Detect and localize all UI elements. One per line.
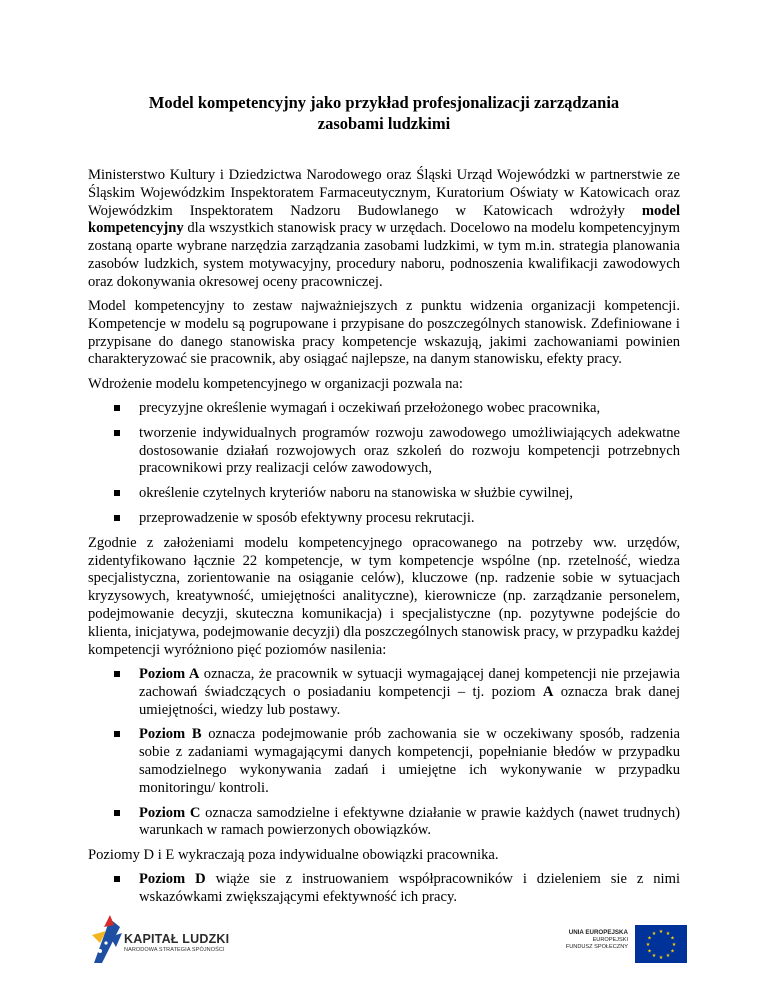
levels-list <box>88 666 680 840</box>
list-item-text: precyzyjne określenie wymagań i oczekiwań przełożonego wobec pracownika, <box>139 400 601 417</box>
svg-text:★: ★ <box>658 955 664 961</box>
svg-text:★: ★ <box>647 935 652 942</box>
level-item <box>88 805 680 841</box>
bullet-icon <box>114 671 120 677</box>
eu-line-1: UNIA EUROPEJSKA <box>568 929 628 936</box>
de-intro: Poziomy D i E wykraczają poza indywidualne obowiązki pracownika. <box>88 847 499 864</box>
level-item <box>88 726 680 797</box>
svg-text:★: ★ <box>651 953 657 959</box>
bullet-icon <box>114 405 120 411</box>
level-bold: A <box>542 683 554 700</box>
svg-text:★: ★ <box>651 931 657 937</box>
intro-paragraph <box>88 167 680 292</box>
document-body <box>88 167 680 907</box>
eu-logo <box>560 925 690 967</box>
intro-bold-term: model kompetencyjny <box>88 202 680 237</box>
svg-text:★: ★ <box>658 929 664 935</box>
intro-text-1: Ministerstwo Kultury i Dziedzictwa Narodowego oraz Śląski Urząd Wojewódzki w partnerstwie ze Śląskim Wojewódzkim Inspektoratem Farmaceutycznym, Kuratorium Oświaty w Katowicach oraz Wojewódzkim Inspektoratem Nadzoru Budowlanego w Katowicach wdrożyły <box>88 167 680 219</box>
level-text: oznacza samodzielne i efektywne działanie w prawie każdych (nawet trudnych) warunkach w ramach powierzonych obowiązków. <box>139 804 680 839</box>
level-label: Poziom D <box>139 871 206 888</box>
document-page <box>88 0 680 914</box>
eu-flag-icon <box>635 925 687 963</box>
level-text: oznacza, że pracownik w sytuacji wymagającej danej kompetencji nie przejawia zachowań świadczących o posiadaniu kompetencji – tj. poziom <box>139 665 680 700</box>
eu-line-2: EUROPEJSKI <box>592 936 628 943</box>
intro-text-2: dla wszystkich stanowisk pracy w urzędach. Docelowo na modelu kompetencyjnym zostaną oparte wybrane narzędzia zarządzania zasobami ludzkimi, w tym m.in. strategia planowania zasobów ludzkich, system motywacyjny, procedury naboru, podnoszenia kwalifikacji zawodowych oraz dokonywania okresowej oceny pracowniczej. <box>88 220 680 290</box>
svg-text:★: ★ <box>665 931 671 937</box>
bullet-icon <box>114 731 120 737</box>
bullet-icon <box>114 876 120 882</box>
level-label: Poziom B <box>139 726 202 743</box>
kapital-ludzki-icon <box>90 913 124 965</box>
kapital-ludzki-text <box>124 933 229 954</box>
list-item-text: tworzenie indywidualnych programów rozwoju zawodowego umożliwiających adekwatne dostosowanie działań rozwojowych oraz szkoleń do rozwoju kompetencji potrzebnych pracownikowi przy realizacji celów zawodowych, <box>139 424 680 477</box>
level-text: wiąże sie z instruowaniem współpracowników i dzieleniem sie z nimi wskazówkami zwiększającymi efektywność ich pracy. <box>139 871 680 906</box>
level-text: oznacza podejmowanie prób zachowania sie w oczekiwany sposób, radzenia sobie z zadaniami wymagającymi danych kompetencji, popełnianie błedów w przypadku samodzielnego wykonywania zadań i umiejętne ich wykonywanie w przypadku monitoringu/ kontroli. <box>139 726 680 796</box>
document-title <box>88 92 680 134</box>
list-item <box>88 510 680 528</box>
eu-text <box>560 929 628 952</box>
eu-line-3: FUNDUSZ SPOŁECZNY <box>565 944 628 950</box>
level-item <box>88 666 680 719</box>
list-item-text: przeprowadzenie w sposób efektywny procesu rekrutacji. <box>139 510 475 527</box>
svg-text:★: ★ <box>670 948 675 955</box>
bullet-icon <box>114 430 120 436</box>
level-d-list <box>88 871 680 907</box>
list-item-text: określenie czytelnych kryteriów naboru na stanowiska w służbie cywilnej, <box>139 485 574 502</box>
definition-paragraph: Model kompetencyjny to zestaw najważniejszych z punktu widzenia organizacji kompetencji. Kompetencje w modelu są pogrupowane i przypisane do poszczególnych stanowisk. Zdefiniowane i przypisane do danego stanowiska pracy kompetencje wskazują, jakimi zachowaniami powinien charakteryzować sie pracownik, aby osiągać najlepsze, na danym stanowisku, efekty pracy. <box>88 298 680 368</box>
level-text-2: oznacza brak danej umiejętności, wiedzy lub postawy. <box>139 683 681 718</box>
level-label: Poziom C <box>139 804 201 821</box>
bullet-icon <box>114 810 120 816</box>
level-label: Poziom A <box>139 665 200 682</box>
title-line-1: Model kompetencyjny jako przykład profesjonalizacji zarządzania <box>148 93 620 112</box>
list-item <box>88 485 680 503</box>
benefits-intro: Wdrożenie modelu kompetencyjnego w organizacji pozwala na: <box>88 375 463 392</box>
bullet-icon <box>114 490 120 496</box>
svg-text:★: ★ <box>645 942 651 948</box>
svg-text:★: ★ <box>671 942 677 948</box>
page-footer <box>0 905 768 975</box>
kapital-ludzki-logo <box>90 911 240 969</box>
kl-sub: NARODOWA STRATEGIA SPÓJNOŚCI <box>124 947 225 953</box>
list-item <box>88 400 680 418</box>
level-item <box>88 871 680 907</box>
kl-brand: KAPITAŁ LUDZKI <box>124 932 230 946</box>
svg-text:★: ★ <box>647 948 652 955</box>
benefits-list <box>88 400 680 528</box>
svg-text:★: ★ <box>670 935 675 942</box>
list-item <box>88 425 680 478</box>
svg-text:★: ★ <box>665 953 671 959</box>
title-line-2: zasobami ludzkimi <box>317 114 451 133</box>
levels-intro: Zgodnie z założeniami modelu kompetencyjnego opracowanego na potrzeby ww. urzędów, zidentyfikowano łącznie 22 kompetencje, w tym kompetencje wspólne (np. rzetelność, wiedza specjalistyczna, zorientowanie na osiąganie celów), kluczowe (np. radzenie sobie w sytuacjach kryzysowych, kreatywność, umiejętności analityczne), kierownicze (np. zarządzanie personelem, podejmowanie decyzji, skuteczna komunikacja) i specjalistyczne (np. pozytywne podejście do klienta, inicjatywa, podejmowanie decyzji) dla poszczególnych stanowisk pracy, w przypadku każdej kompetencji wyróżniono pięć poziomów nasilenia: <box>88 534 680 658</box>
bullet-icon <box>114 515 120 521</box>
